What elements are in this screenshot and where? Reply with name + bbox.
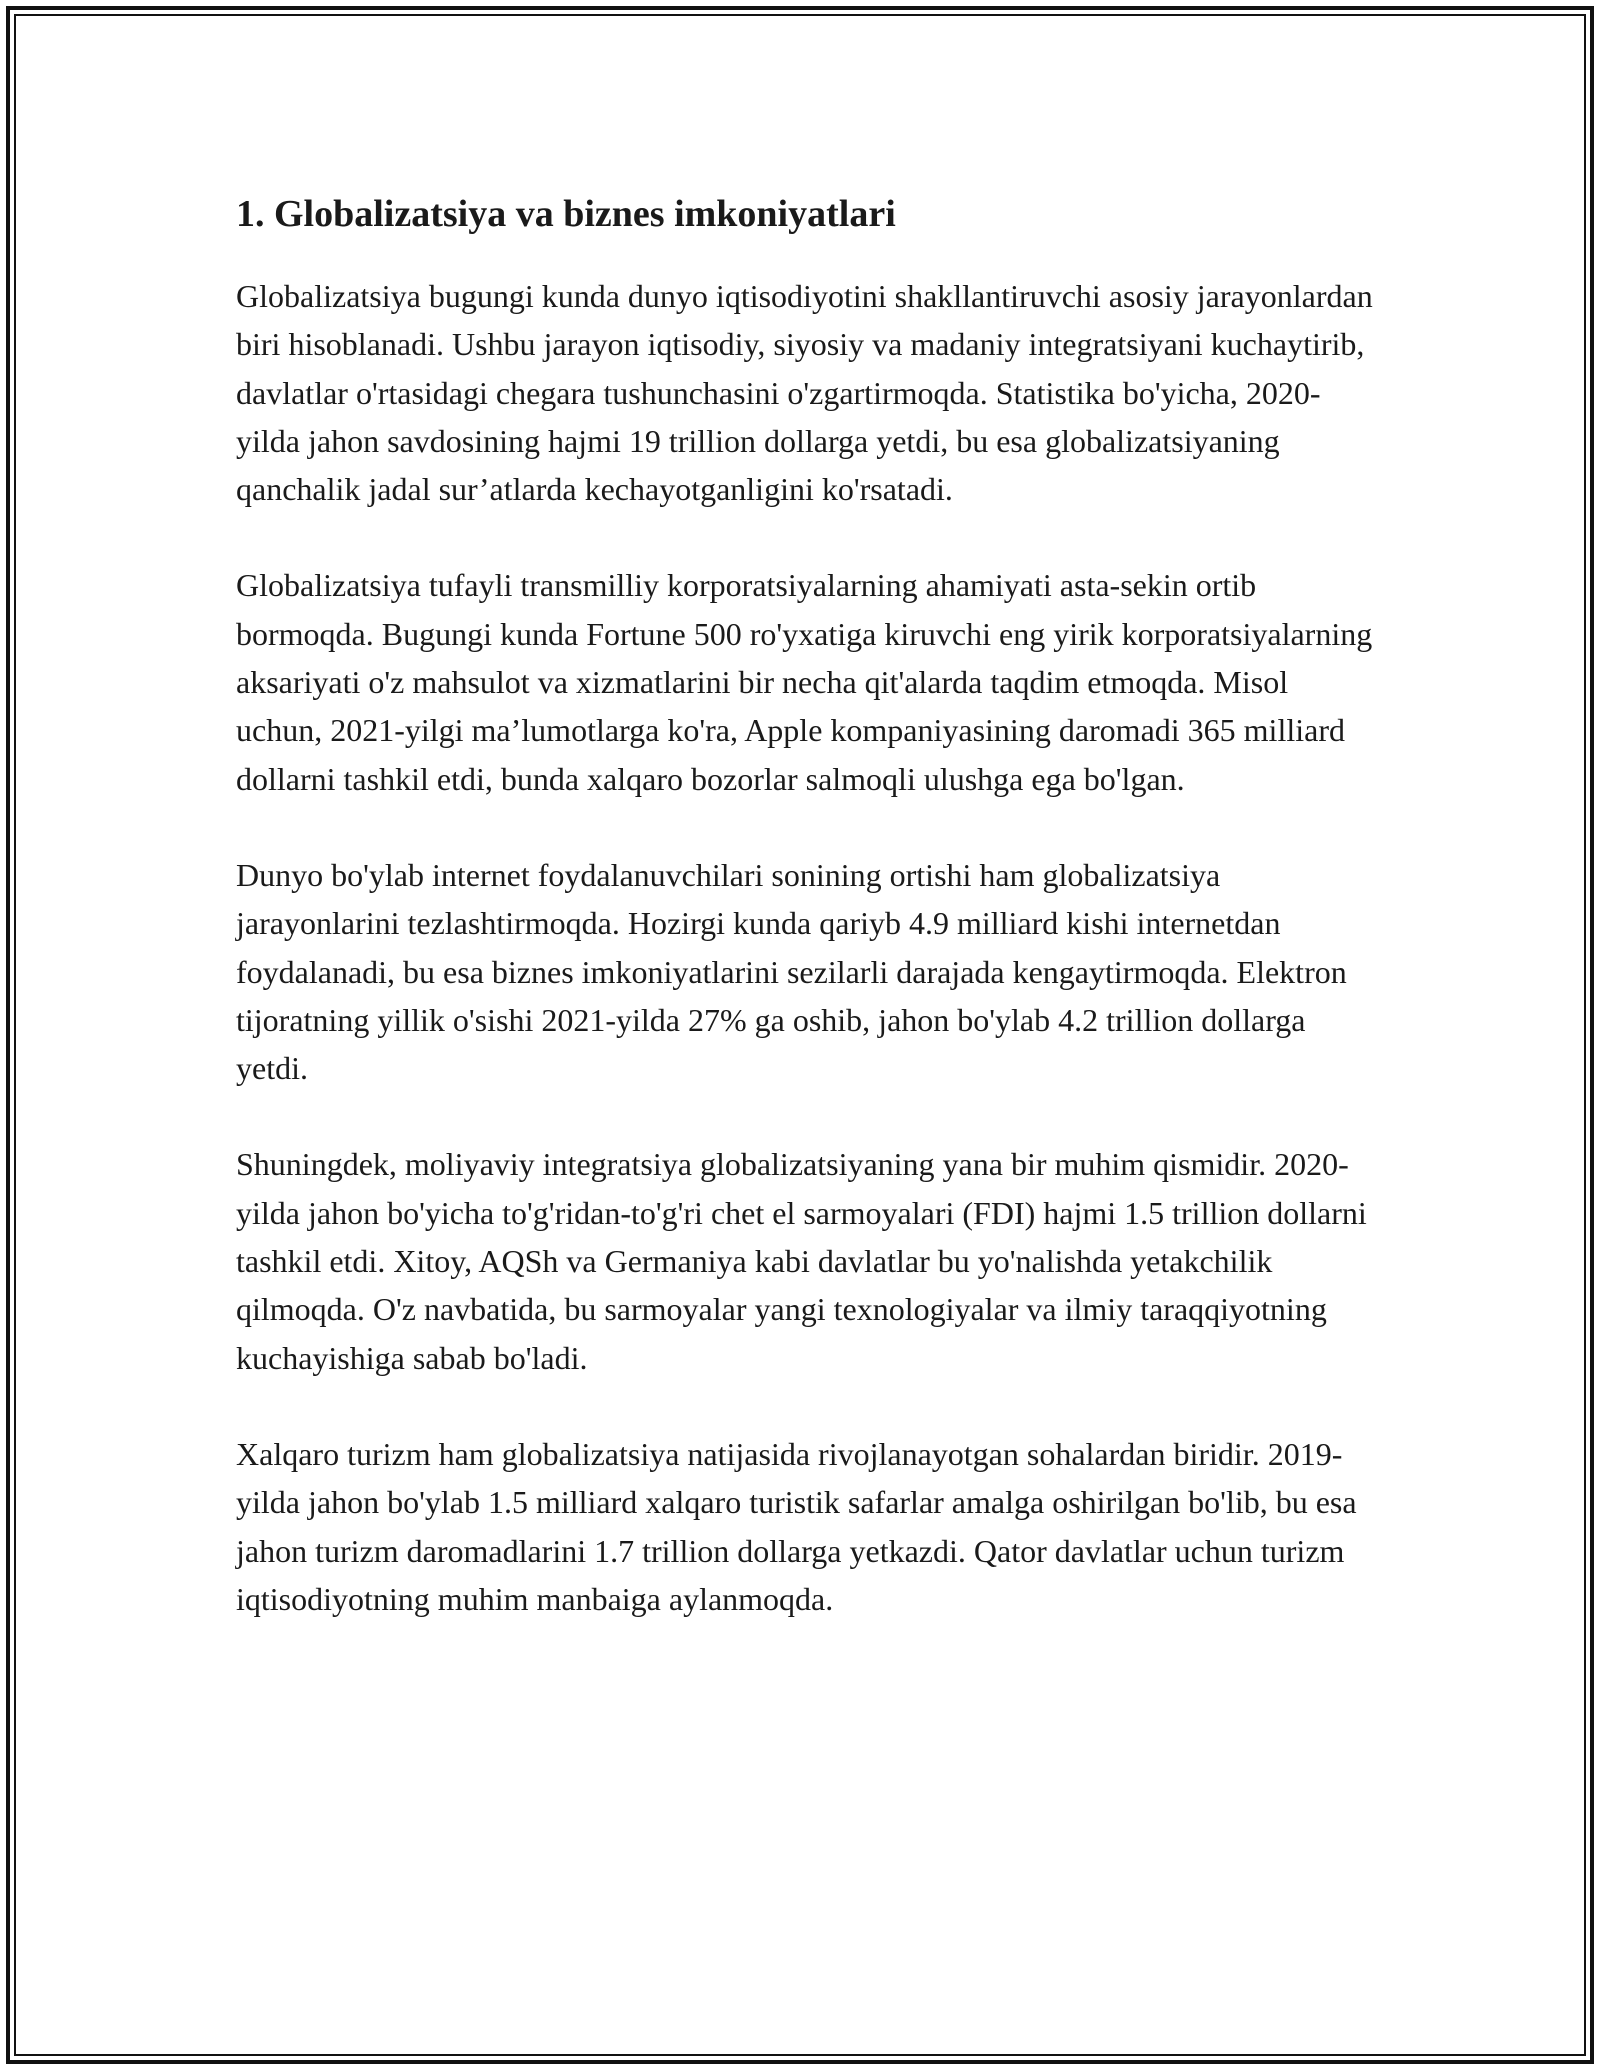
paragraph-1: Globalizatsiya bugungi kunda dunyo iqtisodiyotini shakllantiruvchi asosiy jarayonlardan biri hisoblanadi. Ushbu jarayon iqtisodiy, siyosiy va madaniy integratsiyani kuchaytirib, davlatlar o'rtasidagi chegara tushunchasini o'zgartirmoqda. Statistika bo'yicha, 2020-yilda jahon savdosining hajmi 19 trillion dollarga yetdi, bu esa globalizatsiyaning qanchalik jadal sur’atlarda kechayotganligini ko'rsatadi.	[236, 278, 1373, 508]
paragraph-3: Dunyo bo'ylab internet foydalanuvchilari sonining ortishi ham globalizatsiya jarayonlarini tezlashtirmoqda. Hozirgi kunda qariyb 4.9 milliard kishi internetdan foydalanadi, bu esa biznes imkoniyatlarini sezilarli darajada kengaytirmoqda. Elektron tijoratning yillik o'sishi 2021-yilda 27% ga oshib, jahon bo'ylab 4.2 trillion dollarga yetdi.	[236, 856, 1347, 1087]
paragraph-2: Globalizatsiya tufayli transmilliy korporatsiyalarning ahamiyati asta-sekin ortib bormoqda. Bugungi kunda Fortune 500 ro'yxatiga kiruvchi eng yirik korporatsiyalarning aksariyati o'z mahsulot va xizmatlarini bir necha qit'alarda taqdim etmoqda. Misol uchun, 2021-yilgi ma’lumotlarga ko'ra, Apple kompaniyasining daromadi 365 milliard dollarni tashkil etdi, bunda xalqaro bozorlar salmoqli ulushga ega bo'lgan.	[236, 567, 1373, 797]
paragraph-5: Xalqaro turizm ham globalizatsiya natijasida rivojlanayotgan sohalardan biridir. 2019-yilda jahon bo'ylab 1.5 milliard xalqaro turistik safarlar amalga oshirilgan bo'lib, bu esa jahon turizm daromadlarini 1.7 trillion dollarga yetkazdi. Qator davlatlar uchun turizm iqtisodiyotning muhim manbaiga aylanmoqda.	[236, 1435, 1357, 1617]
document-body	[236, 186, 1376, 1671]
section-heading: 1. Globalizatsiya va biznes imkoniyatlari	[236, 193, 896, 235]
paragraph-4: Shuningdek, moliyaviy integratsiya globalizatsiyaning yana bir muhim qismidir. 2020-yilda jahon bo'yicha to'g'ridan-to'g'ri chet el sarmoyalari (FDI) hajmi 1.5 trillion dollarni tashkil etdi. Xitoy, AQSh va Germaniya kabi davlatlar bu yo'nalishda yetakchilik qilmoqda. O'z navbatida, bu sarmoyalar yangi texnologiyalar va ilmiy taraqqiyotning kuchayishiga sabab bo'ladi.	[236, 1146, 1367, 1376]
